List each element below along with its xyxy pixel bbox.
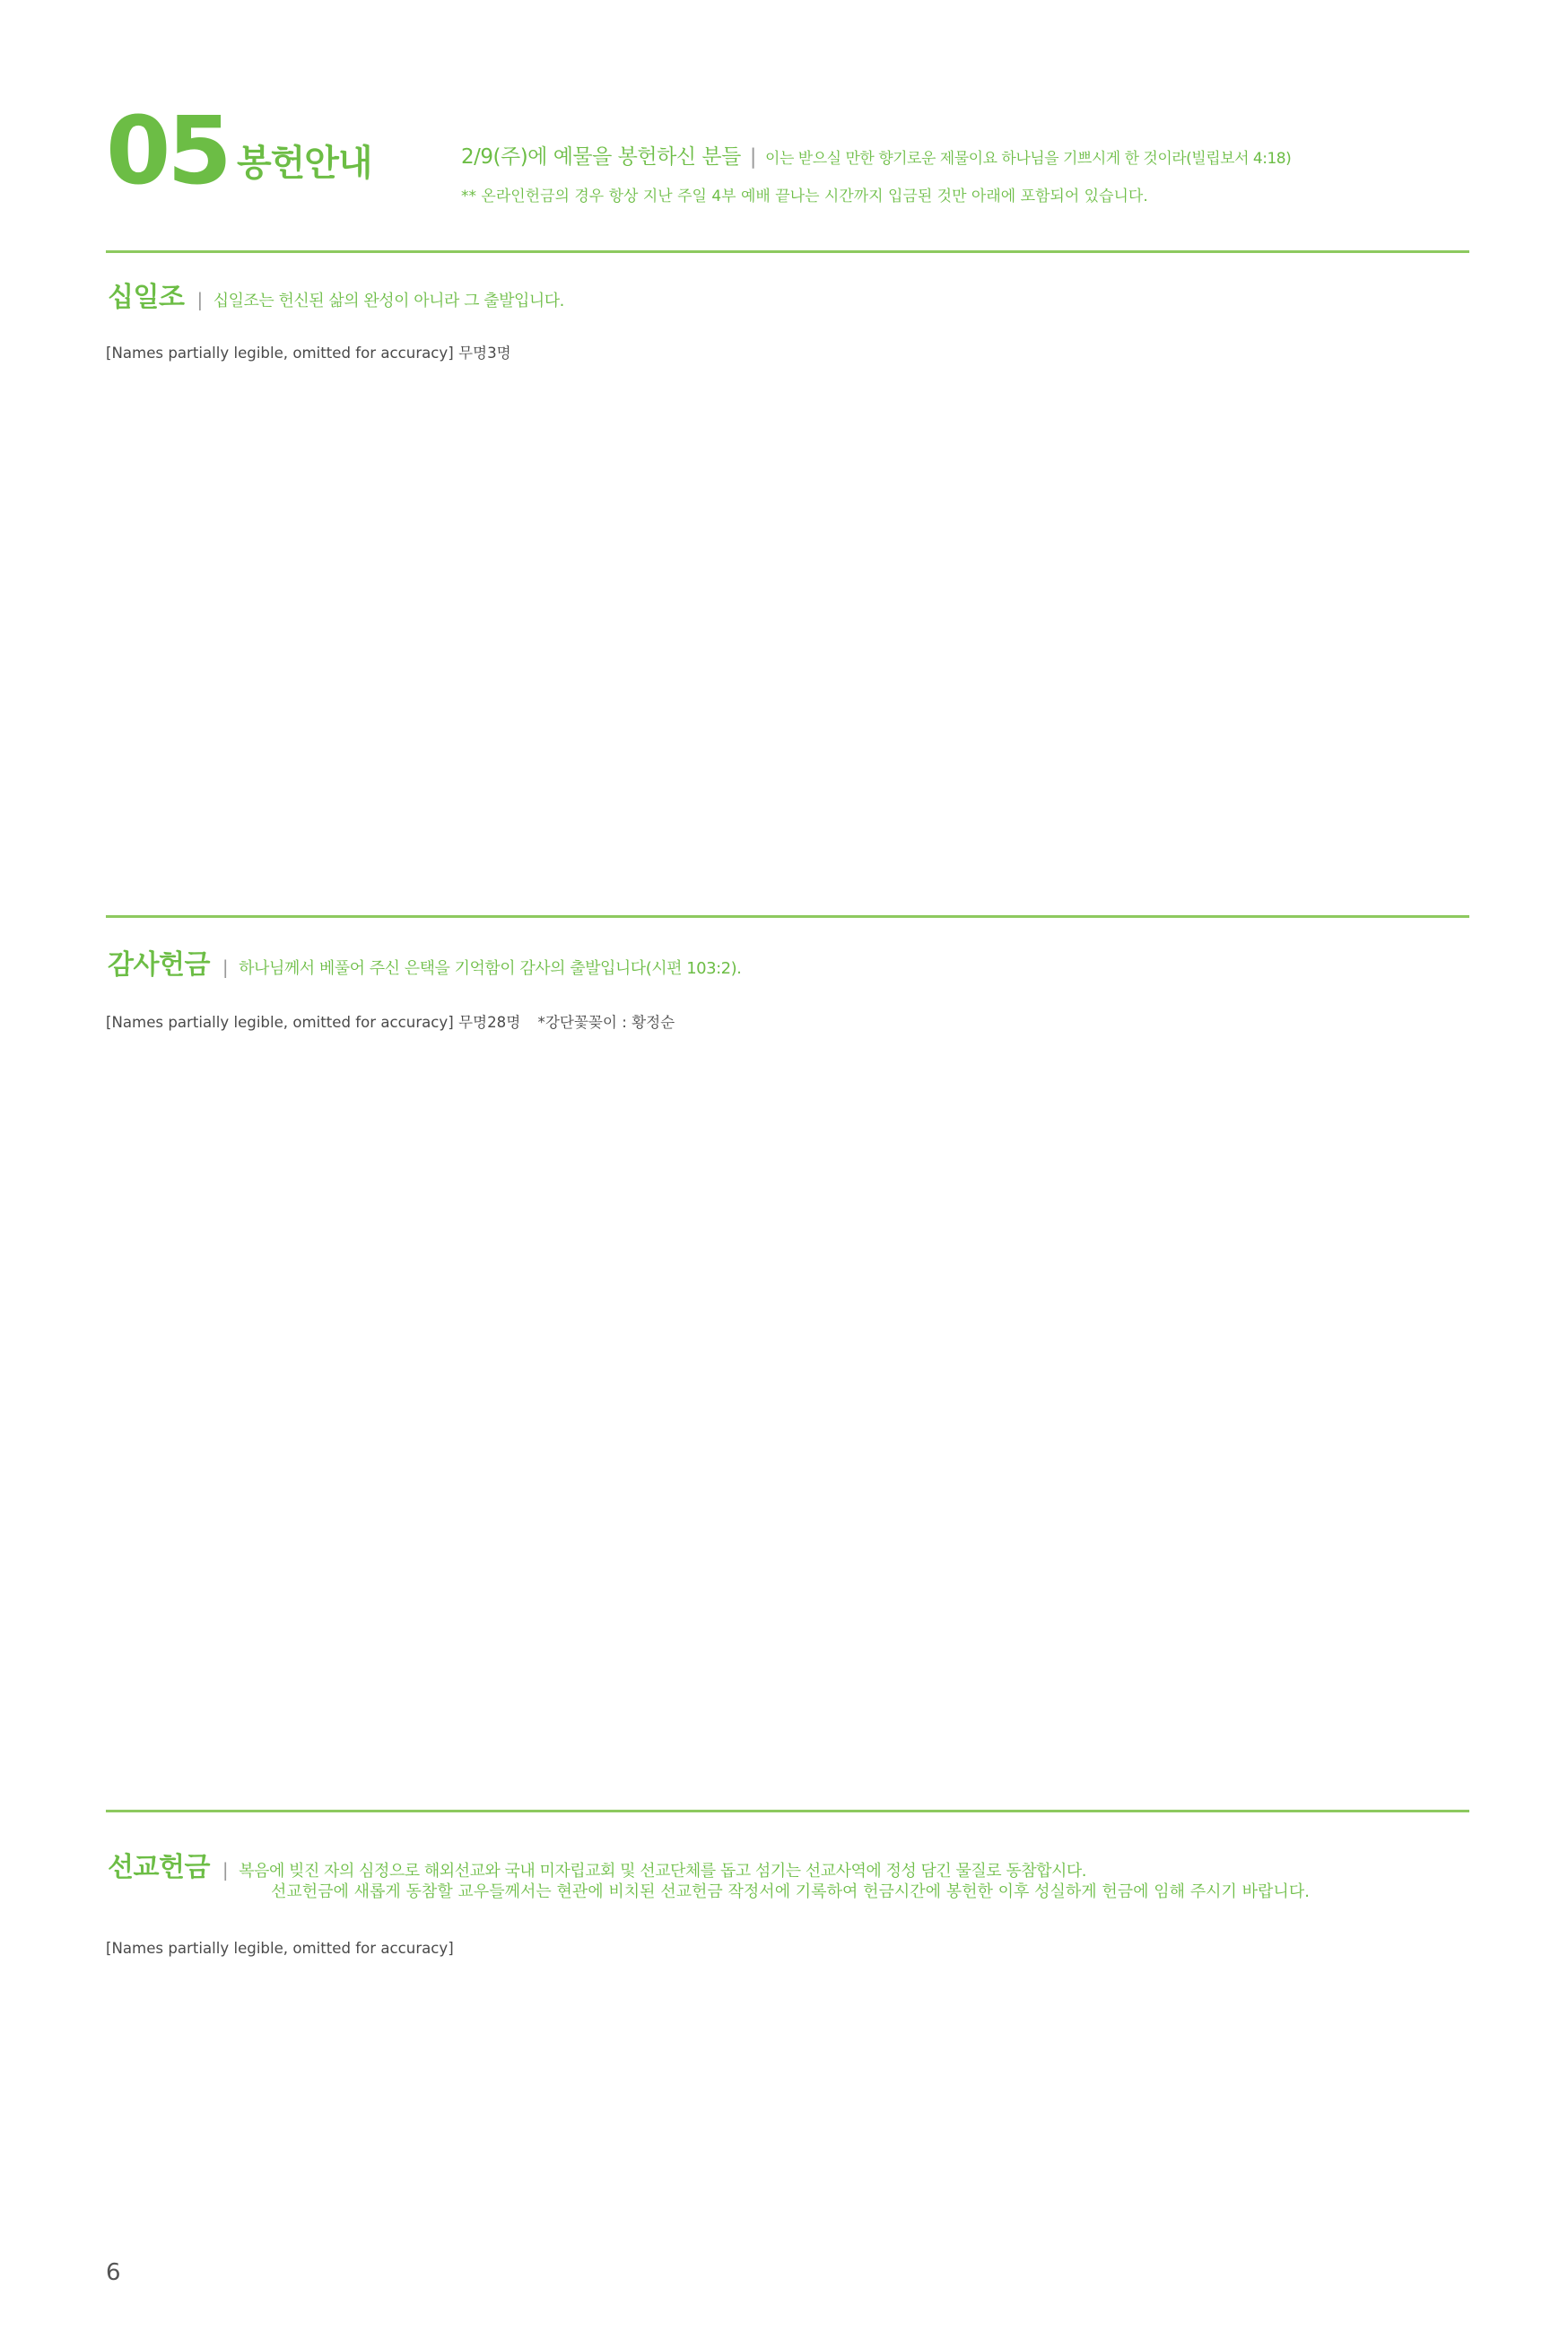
tithe-description: 십일조는 헌신된 삶의 완성이 아니라 그 출발입니다. xyxy=(213,292,564,310)
mission-divider: | xyxy=(222,1859,229,1881)
thanksgiving-divider: | xyxy=(222,956,229,978)
header-divider: | xyxy=(749,145,757,169)
tithe-donor-list xyxy=(106,341,1469,843)
page-number: 6 xyxy=(106,2259,121,2286)
tithe-names: [Names partially legible, omitted for accuracy] xyxy=(106,345,454,362)
thanksgiving-heading xyxy=(108,942,741,982)
mission-description: 복음에 빚진 자의 심정으로 해외선교와 국내 미자립교회 및 선교단체를 돕고 섬기는 선교사역에 정성 담긴 물질로 동참합시다. xyxy=(239,1862,1087,1881)
tithe-anonymous-count: 무명3명 xyxy=(458,345,511,362)
section-divider-rule xyxy=(106,250,1469,253)
header-subtitle: 2/9(주)에 예물을 봉헌하신 분들 xyxy=(461,145,741,169)
mission-donor-list xyxy=(106,1936,1469,2196)
page-header xyxy=(106,96,1469,206)
online-offering-note: ** 온라인헌금의 경우 항상 지난 주일 4부 예배 끝나는 시간까지 입금된 것만 아래에 포함되어 있습니다. xyxy=(461,188,1148,205)
thanksgiving-names: [Names partially legible, omitted for accuracy] xyxy=(106,1014,454,1031)
thanksgiving-anonymous-count: 무명28명 xyxy=(458,1014,521,1031)
section-number: 05 xyxy=(106,96,229,205)
tithe-heading xyxy=(108,275,564,314)
tithe-divider: | xyxy=(196,289,203,310)
thanksgiving-description: 하나님께서 베풀어 주신 은택을 기억함이 감사의 출발입니다(시편 103:2). xyxy=(239,959,742,978)
thanksgiving-donor-list xyxy=(106,1010,1469,1746)
mission-names: [Names partially legible, omitted for accuracy] xyxy=(106,1940,454,1957)
scripture-quote: 이는 받으실 만한 향기로운 제물이요 하나님을 기쁘시게 한 것이라(빌립보서 4:18) xyxy=(765,150,1292,168)
tithe-title: 십일조 xyxy=(108,282,185,313)
header-subtitle-line xyxy=(461,140,1291,170)
section-divider-rule xyxy=(106,915,1469,918)
section-title: 봉헌안내 xyxy=(237,143,372,184)
mission-pledge-note: 선교헌금에 새롭게 동참할 교우들께서는 현관에 비치된 선교헌금 작정서에 기록하여 헌금시간에 봉헌한 이후 성실하게 헌금에 임해 주시기 바랍니다. xyxy=(271,1882,1310,1901)
altar-flower-note: *강단꽃꽂이 : 황정순 xyxy=(537,1014,675,1031)
mission-title: 선교헌금 xyxy=(108,1852,210,1883)
section-divider-rule xyxy=(106,1810,1469,1812)
thanksgiving-title: 감사헌금 xyxy=(108,949,210,981)
